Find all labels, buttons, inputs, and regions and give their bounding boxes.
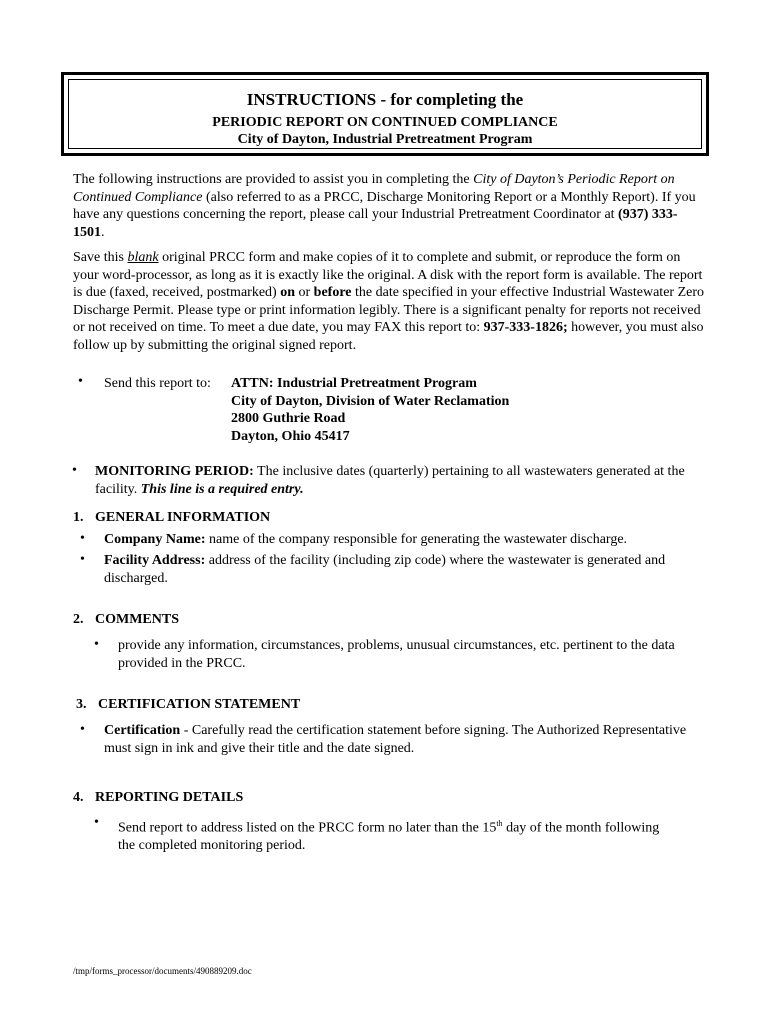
facility-address-text: address of the facility (including zip code) where the wastewater is generated and discharged. — [104, 553, 666, 586]
reporting-item — [118, 815, 678, 855]
bullet-icon: • — [80, 531, 85, 546]
company-name-text: name of the company responsible for generating the wastewater discharge. — [205, 532, 628, 547]
bullet-icon: • — [80, 552, 85, 567]
report-name: City of Dayton’s Periodic Report on Continued Compliance — [73, 172, 675, 205]
instructions-text-2: original PRCC form and make copies of it to complete and submit, or reproduce the form on your word-processor, as long as it is exactly like the original. A disk with the report form is available. The report is due (faxed, received, postmarked) — [73, 250, 703, 300]
reporting-text-2: day of the month following the completed monitoring period. — [118, 820, 660, 854]
monitoring-text: The inclusive dates (quarterly) pertaining to all wastewaters generated at the facility. — [95, 464, 685, 497]
address-line: City of Dayton, Division of Water Reclamation — [231, 393, 510, 409]
section-number: 1. — [73, 510, 84, 525]
required-note: This line is a required entry. — [140, 481, 304, 497]
instructions-text-4: however, you must also follow up by submitting the original signed report. — [73, 320, 704, 353]
monitoring-label: MONITORING PERIOD: — [95, 464, 254, 479]
bullet-icon: • — [94, 637, 99, 652]
section-title: GENERAL INFORMATION — [95, 510, 271, 525]
section-number: 2. — [73, 612, 84, 627]
section-heading-reporting — [73, 790, 243, 806]
section-number: 3. — [76, 697, 87, 712]
document-title: INSTRUCTIONS - for completing the — [246, 90, 524, 109]
company-name-item — [104, 531, 704, 549]
bullet-icon: • — [78, 374, 83, 389]
certification-text: - Carefully read the certification statement before signing. The Authorized Representative must sign in ink and give their title and the date signed. — [104, 723, 687, 756]
on-word: on — [280, 285, 295, 300]
section-title: CERTIFICATION STATEMENT — [98, 697, 301, 712]
intro-text-1: The following instructions are provided to assist you in completing the — [73, 172, 474, 187]
mailing-address — [231, 375, 509, 445]
section-number: 4. — [73, 790, 84, 805]
section-title: COMMENTS — [95, 612, 179, 627]
bullet-icon: • — [80, 722, 85, 737]
reporting-text-1: Send report to address listed on the PRCC form no later than the 15 — [118, 820, 497, 836]
program-name: City of Dayton, Industrial Pretreatment Program — [237, 132, 533, 147]
instructions-text-1: Save this — [73, 250, 128, 265]
intro-text-3: . — [101, 224, 105, 240]
send-to-label: Send this report to: — [104, 376, 211, 391]
footer-file-path: /tmp/forms_processor/documents/490889209.doc — [73, 966, 252, 976]
intro-paragraph — [73, 171, 705, 241]
or-word: or — [295, 285, 314, 300]
bullet-icon: • — [94, 815, 99, 830]
section-heading-comments — [73, 612, 179, 628]
section-title: REPORTING DETAILS — [95, 790, 244, 805]
certification-item — [104, 722, 704, 757]
coordinator-phone: (937) 333-1501 — [73, 207, 678, 240]
title-box — [61, 72, 709, 156]
address-line: ATTN: Industrial Pretreatment Program — [231, 376, 477, 391]
comments-item: provide any information, circumstances, problems, unusual circumstances, etc. pertinent to the data provided in the PRCC. — [118, 638, 675, 671]
ordinal-suffix: th — [496, 819, 503, 828]
monitoring-period — [95, 463, 705, 498]
fax-number: 937-333-1826; — [483, 320, 568, 335]
section-heading-general — [73, 510, 270, 526]
section-heading-certification — [76, 697, 300, 713]
blank-word: blank — [127, 250, 159, 265]
instructions-paragraph — [73, 249, 705, 354]
address-line: 2800 Guthrie Road — [231, 411, 346, 426]
facility-address-label: Facility Address: — [104, 553, 206, 568]
bullet-icon: • — [72, 463, 77, 478]
certification-label: Certification — [104, 723, 181, 738]
before-word: before — [313, 285, 352, 300]
intro-text-2: (also referred to as a PRCC, Discharge Monitoring Report or a Monthly Report). If you have any questions concerning the report, please call your Industrial Pretreatment Coordinator at — [73, 189, 696, 222]
facility-address-item — [104, 552, 704, 587]
document-subtitle: PERIODIC REPORT ON CONTINUED COMPLIANCE — [212, 115, 558, 130]
title-box-inner — [68, 79, 702, 149]
company-name-label: Company Name: — [104, 532, 206, 547]
address-line: Dayton, Ohio 45417 — [231, 428, 350, 444]
instructions-text-3: the date specified in your effective Industrial Wastewater Zero Discharge Permit. Please type or print information legibly. There is a significant penalty for reports not received or not received on time. To meet a due date, you may FAX this report to: — [73, 285, 705, 335]
